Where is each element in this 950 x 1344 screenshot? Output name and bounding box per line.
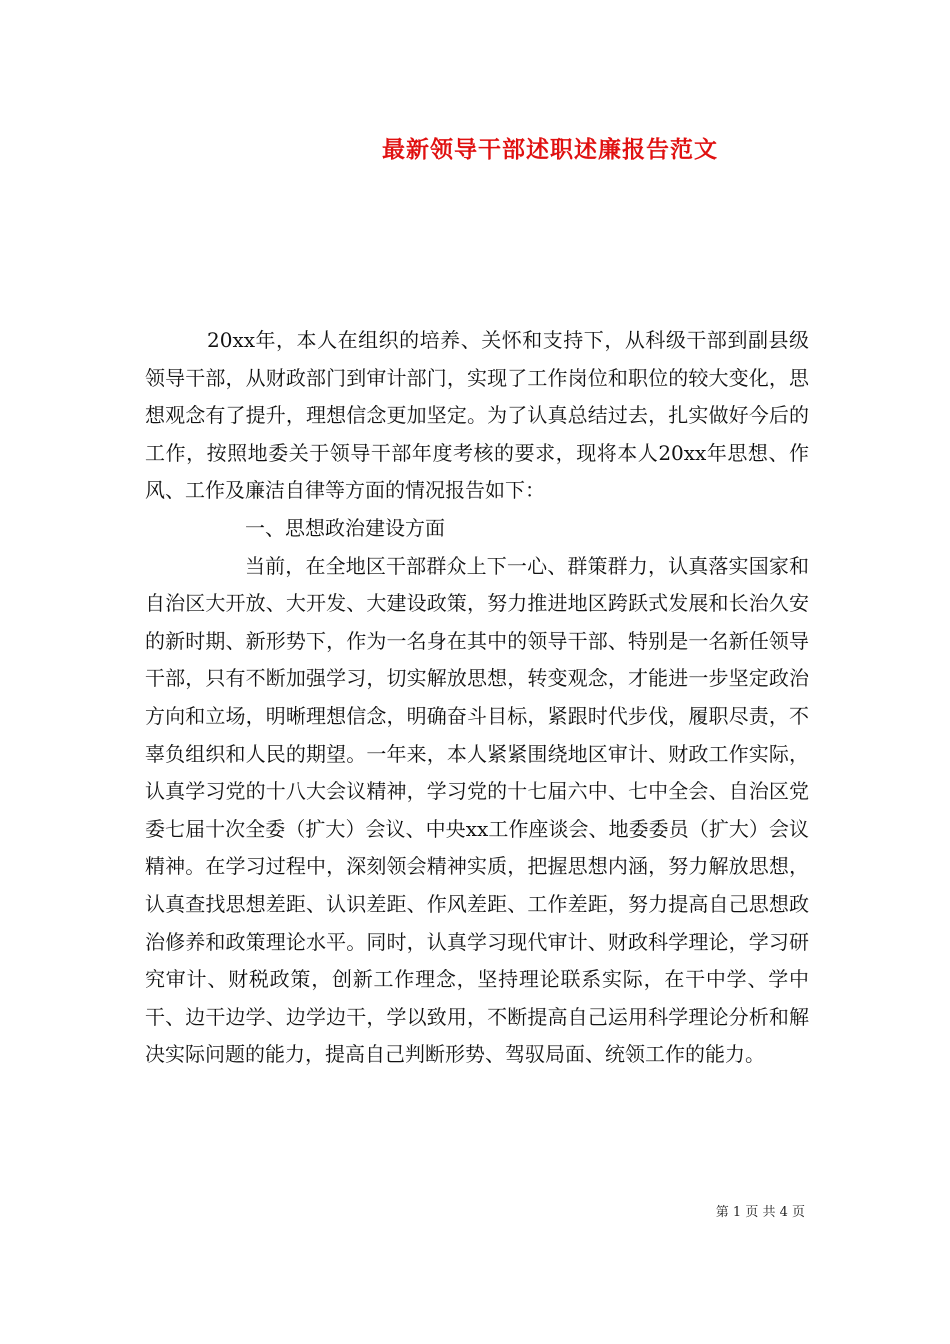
- document-title: 最新领导干部述职述廉报告范文: [382, 136, 718, 163]
- document-body: [145, 322, 809, 1074]
- paragraph-political: 当前，在全地区干部群众上下一心、群策群力，认真落实国家和自治区大开放、大开发、大建设政策，努力推进地区跨跃式发展和长治久安的新时期、新形势下，作为一名身在其中的领导干部、特别是一名新任领导干部，只有不断加强学习，切实解放思想，转变观念，才能进一步坚定政治方向和立场，明晰理想信念，明确奋斗目标，紧跟时代步伐，履职尽责，不辜负组织和人民的期望。一年来，本人紧紧围绕地区审计、财政工作实际，认真学习党的十八大会议精神，学习党的十七届六中、七中全会、自治区党委七届十次全委（扩大）会议、中央xx工作座谈会、地委委员（扩大）会议精神。在学习过程中，深刻领会精神实质，把握思想内涵，努力解放思想，认真查找思想差距、认识差距、作风差距、工作差距，努力提高自己思想政治修养和政策理论水平。同时，认真学习现代审计、财政科学理论，学习研究审计、财税政策，创新工作理念，坚持理论联系实际，在干中学、学中干、边干边学、边学边干，学以致用，不断提高自己运用科学理论分析和解决实际问题的能力，提高自己判断形势、驾驭局面、统领工作的能力。: [145, 553, 809, 1067]
- section-heading: 一、思想政治建设方面: [245, 515, 445, 540]
- page-number: 第 1 页 共 4 页: [715, 1205, 805, 1220]
- paragraph-intro: 20xx年，本人在组织的培养、关怀和支持下，从科级干部到副县级领导干部，从财政部门到审计部门，实现了工作岗位和职位的较大变化，思想观念有了提升，理想信念更加坚定。为了认真总结过去，扎实做好今后的工作，按照地委关于领导干部年度考核的要求，现将本人20xx年思想、作风、工作及廉洁自律等方面的情况报告如下：: [145, 328, 809, 503]
